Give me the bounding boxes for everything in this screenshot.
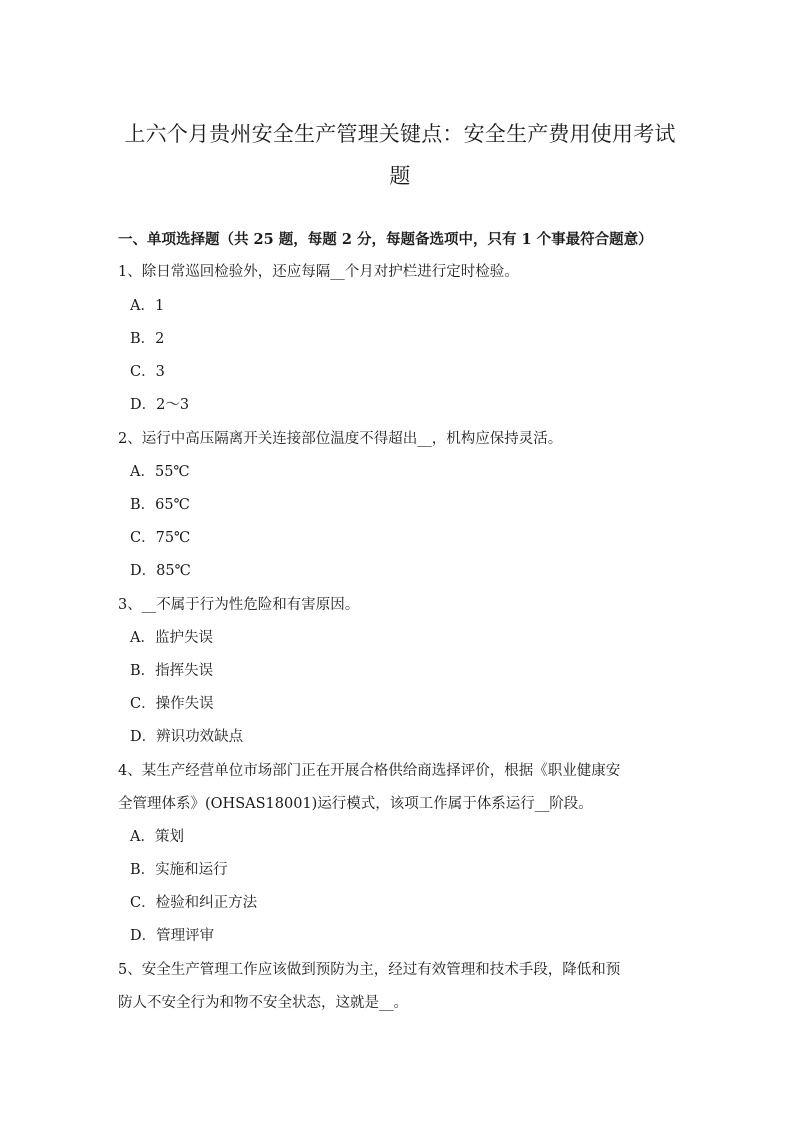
question-5-stem-line-1: 5、安全生产管理工作应该做到预防为主，经过有效管理和技术手段，降低和预 bbox=[118, 962, 621, 978]
question-4-stem-line-1: 4、某生产经营单位市场部门正在开展合格供给商选择评价，根据《职业健康安 bbox=[118, 763, 621, 779]
question-2-option-d: D．85℃ bbox=[130, 563, 191, 579]
question-2-option-c: C．75℃ bbox=[130, 530, 191, 546]
question-3-option-a: A．监护失误 bbox=[130, 630, 213, 646]
document-title-line-1: 上六个月贵州安全生产管理关键点：安全生产费用使用考试 bbox=[124, 122, 676, 146]
question-3-option-b: B．指挥失误 bbox=[130, 663, 214, 679]
question-4-option-c: C．检验和纠正方法 bbox=[130, 895, 258, 911]
question-4-option-d: D．管理评审 bbox=[130, 928, 215, 944]
question-3-stem: 3、__不属于行为性危险和有害原因。 bbox=[118, 597, 360, 613]
section-header: 一、单项选择题（共 25 题，每题 2 分，每题备选项中，只有 1 个事最符合题意） bbox=[118, 231, 653, 248]
question-1-option-b: B．2 bbox=[130, 331, 165, 347]
question-5-stem-line-2: 防人不安全行为和物不安全状态，这就是__。 bbox=[118, 995, 408, 1011]
document-title-line-2: 题 bbox=[389, 164, 411, 188]
question-4-stem-line-2: 全管理体系》(OHSAS18001)运行模式，该项工作属于体系运行__阶段。 bbox=[118, 796, 593, 812]
question-3-option-d: D．辨识功效缺点 bbox=[130, 729, 244, 745]
question-1-option-d: D．2～3 bbox=[130, 397, 190, 413]
question-2-option-b: B．65℃ bbox=[130, 497, 190, 513]
question-4-option-b: B．实施和运行 bbox=[130, 862, 228, 878]
question-1-stem: 1、除日常巡回检验外，还应每隔__个月对护栏进行定时检验。 bbox=[118, 264, 519, 280]
question-2-option-a: A．55℃ bbox=[130, 464, 190, 480]
question-4-option-a: A．策划 bbox=[130, 829, 184, 845]
question-2-stem: 2、运行中高压隔离开关连接部位温度不得超出__，机构应保持灵活。 bbox=[118, 431, 563, 447]
question-3-option-c: C．操作失误 bbox=[130, 696, 214, 712]
question-1-option-c: C．3 bbox=[130, 364, 165, 380]
question-1-option-a: A．1 bbox=[130, 298, 165, 314]
